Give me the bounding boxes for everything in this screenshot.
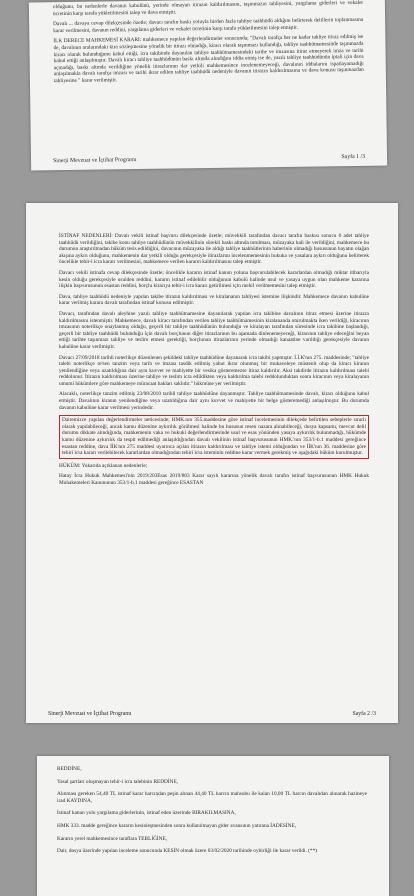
paragraph: Yasal şartları oluşmayan tehir-i icra talebinin REDDİNE, [57,778,179,785]
paragraph: Dava, tahliye taahhüdü nedeniyle yapılan takibe itirazın kaldırılması ve kiralananın tahliyesi istemine ilişkindir. Mahkemece davanın kabulüne karar verilmiş karara davalı tarafından istinaf konusu edilmiştir. [59,293,369,307]
footer-source: Sinerji Mevzuat ve İçtihat Programı [48,711,132,717]
paragraph: İstinaf kanun yolu yargılama giderlerinin, istinaf eden üzerinde BIRAKILMASINA, [57,810,236,817]
page-3-body [57,766,367,861]
page-1-body [53,0,364,89]
paragraph: Dair, dosya üzerinde yapılan inceleme sonucunda KESİN olmak üzere 03/02/2020 tarihinde oybirliği ile karar verildi. (**) [57,848,317,855]
paragraph: Davalı ... davaya cevap dilekçesinde özetle; davacı tarafın baskı yoluyla birden fazla tahliye taahhüdü aldığını belirterek delillerin toplanmasına karar verilmesini, davanın reddini, yargılama giderleri ve vekalet ücretinin karşı tarafa yükletilmesini talep etmiştir. [53,17,364,34]
document-page-3 [37,756,389,896]
page-footer [48,711,376,717]
footer-page-number: Sayfa 2 /3 [352,711,376,717]
paragraph: Davacı 27/09/2018 tarihli noterlikçe düzenlenen şekildeki tahliye taahhüdüne dayanarak icra takibi yapmıştır. İ.İ.K'nın 275. maddesinde; "tahliye talebi noterlikçe re'sen tanzim veya tarih ve imzası tasdik edilmiş yahut ikrar olunmuş bir mukaveleye müstenit olup da kiracı kiranın yenilendiğine veya uzatıldığına dair aynı kuvvet ve mahiyette bir vesika gösteremezse itiraz kaldırılır. Aksi takdirde itirazın kaldırılması talebi reddolunur. İtirazın kaldırılması üzerine tahliye ve teslim icra edildikten veya kaldırılma talebi reddolunduktan sonra kiracının veya kiralayanın umumi hükümlere göre mahkemeye müracaat hakları saklıdır." hükmüne yer verilmiştir. [59,354,369,387]
paragraph: Alınması gereken 54,40 TL istinaf karar harcından peşin alınan 44,40 TL harcın mahsubu ile kalan 10,00 TL harcın davalıdan alınarak hazineye irad KAYDINA, [57,791,367,804]
page-footer [53,154,365,164]
paragraph: Hatay İcra Hukuk Mahkemesi'nin 2019/203Esas 2019/803 Karar sayılı kararına yönelik davalı tarafın istinaf başvurusunun HMK Hukuk Muhakemeleri Kanununun 353/1-b.1 maddesi gereğince ESASTAN [59,473,369,486]
paragraph: İSTİNAF NEDENLERİ: Davalı vekili istinaf başvuru dilekçesinde özetle; müvekkili tarafından davacı tarafın baskısı sonucu 6 adet tahliye taahhüdü verildiğini, takibe konu tahliye taahhüdünün müvekkilinin sürekli baskı altında tutulması, müzayaka hali ile verildiğini, mahkemece bu durumun araştırılmadan hüküm tesis edildiğini, davacının müzayaka ile aldığı tahliye taahhütlerinin haberinin olmadığı hususunun hayatın olağan akışına aykırı olduğunu, mahkemenin dar yetkili olduğu gerekçesiyle itirazlarını incelenmemesinin hukuka ve yasalara aykırı olduğunu belirterek öncelikle tehir-i icra kararı verilmesini, mahkemece verilen kararın kaldırılmasını talep etmiştir. [59,233,369,266]
document-page-1 [29,0,387,170]
paragraph: Alacaklı, noterlikçe tanzim edilmiş 23/08/2010 tarihli tahliye taahhüdüne dayanmıştır. Tahliye taahhütnamesinde davalı, kiracı olduğunu kabul etmiştir. Davalının kiranın yenilendiğine veya uzatıldığına dair aynı kuvvet ve mahiyette bir belge gösteremediği anlaşılmıştır. Bu durumda davanın kabulüne karar verilmesi yerindedir. [59,391,369,411]
footer-source: Sinerji Mevzuat ve İçtihat Programı [53,157,137,165]
document-page-2 [26,203,398,723]
paragraph: REDDİNE, [57,766,82,772]
verdict-heading: HÜKÜM: Yukarıda açıklanan nedenlerle; [59,462,148,469]
paragraph: Davacı vekili istinafa cevap dilekçesinde özetle; öncelikle kararın istinaf kanun yoluna başvurulabilecek kararlardan olmadığı miktar itibarıyla kesin olduğu gerekçesiyle usulden reddini, kararın istinaf edilebilir olduğunun kabulü halinde usul ve yasaya uygun olan mahkeme kararına ilişkin başvurusunun esastan reddini, borçlu kiracıya tehir-i icra kararı getirilmesi için mehil verilmemesini talep etmiştir. [59,269,369,290]
paragraph: Davacı, tarafından davalı aleyhine yazılı tahliye taahhütnamesine dayanılarak yapılan icra takibine davalının itiraz etmesi üzerine itirazın kaldırılmasını istenmiştir. Mahkemece, davalı kiracı tarafından verilen tahliye taahhütnamesinin kiralananda oturulmakta iken verildiği, kiracının imzasının noterlikçe onaylanmış olduğu, geçerli bir tahliye taahhüdünün bulunduğu ve kiralayan tarafından süresinde icra takibine başlandığı, geçerli bir tahliye taahhüdü bulunduğu için davalı borçlunun diğer itirazlarının bu aşamada dinlenemeyeceği, kiracının tahliye edeceğini beyan ettiği tarihte taşınmazı tahliye ve teslim etmesi gerektiği, borçlunun itirazlarının yerinde olmadığı kanaatine varıldığı gerekçesiyle davanın kabulüne karar verilmiştir. [59,310,369,350]
highlighted-paragraph: Dairemizce yapılan değerlendirmeler neticesinde; HMK.nın 355.maddesine göre istinaf incelemesinin dilekçede belirtilen sebeplerle sınırlı olarak yapılabileceği, ancak kamu düzenine aykırılık görülmesi halinde bu hususun resen nazara alınabileceği, dosya kapsamı, mevcut delil durumu dikkate alındığında, mahkemenin vaka ve hukuki değerlendirmesinde usul ve esas yönünden yasaya aykırılık bulunmadığı, hükümde kamu düzenine aykırılık da tespit edilmediği anlaşıldığından davalı vekilinin istinaf başvurusunun HMK.'nın 353/1-b.1 maddesi gereğince esastan reddine, dava İİK'nın 275 maddesi uyarınca açılan itirazın kaldırılması ve tahliye istemi olduğundan ve İİK'nın 36. maddesine göre tehiri icra kararı verilebilecek kararlardan olmadığından tehiri icra isteminin reddine karar vermek gerekmiş ve aşağıdaki hüküm kurulmuştur. [59,415,369,459]
footer-page-number: Sayfa 1 /3 [341,153,366,161]
paragraph: HMK 333. madde gereğince kararın kesinleşmesinden sonra kullanılmayan gider avansının yatırana İADESİNE, [57,822,297,829]
paragraph: İLK DERECE MAHKEMESİ KARARI: mahkemece yapılan değerlendirmeler sonucunda; "Davalı tarafça her ne kadar tahliye itiraz edilmiş ise de, davalının aralarındaki kira sözleşmesine yönelik bir itirazı olmadığı, kiracı olarak taşınmazı kullandığı, tahliye taahhütnamesinde taşınmazda kiracı olarak bulunduğunu kabul ettiği, icra takibinde dayanılan tahliye taahhütnamesindeki tarihe ve imzasına itiraz etmeyerek imza ve tarihi kabul ettiği anlaşılmıştır. Davalı kiracı tahliye taahhüdünün baskı altında alındığını iddia etmiş ise de, yazılı tahliye taahhüdünün iptali için dava açmadığı, baskı altında verildiğine yönelik itirazlarının dar yetkili mahkemesince incelenemeyeceği, davalının iddialarını ispatlayamadığı anlaşılmakla davalı tarafça imzası ve tarihi ikrar edilen tahliye taahhüdü nedeniyle davanın itirazın kaldırılmasına ve dava konusu taşınmazdan tahliyesine " karar verilmiştir. [53,34,364,85]
page-2-body [59,233,369,491]
paragraph: Kararın yerel mahkemesince taraflara TEBLİĞİNE, [57,835,168,842]
paragraph: olduğunu, bu nedenlerle davanın kabulünü, yerinde olmayan itirazın kaldırılmasını, taşınmazın tahliyesini, yargılama giderleri ve vekalet ücretinin karşı tarafa yükletilmesini talep ve dava etmiştir. [52,0,363,17]
